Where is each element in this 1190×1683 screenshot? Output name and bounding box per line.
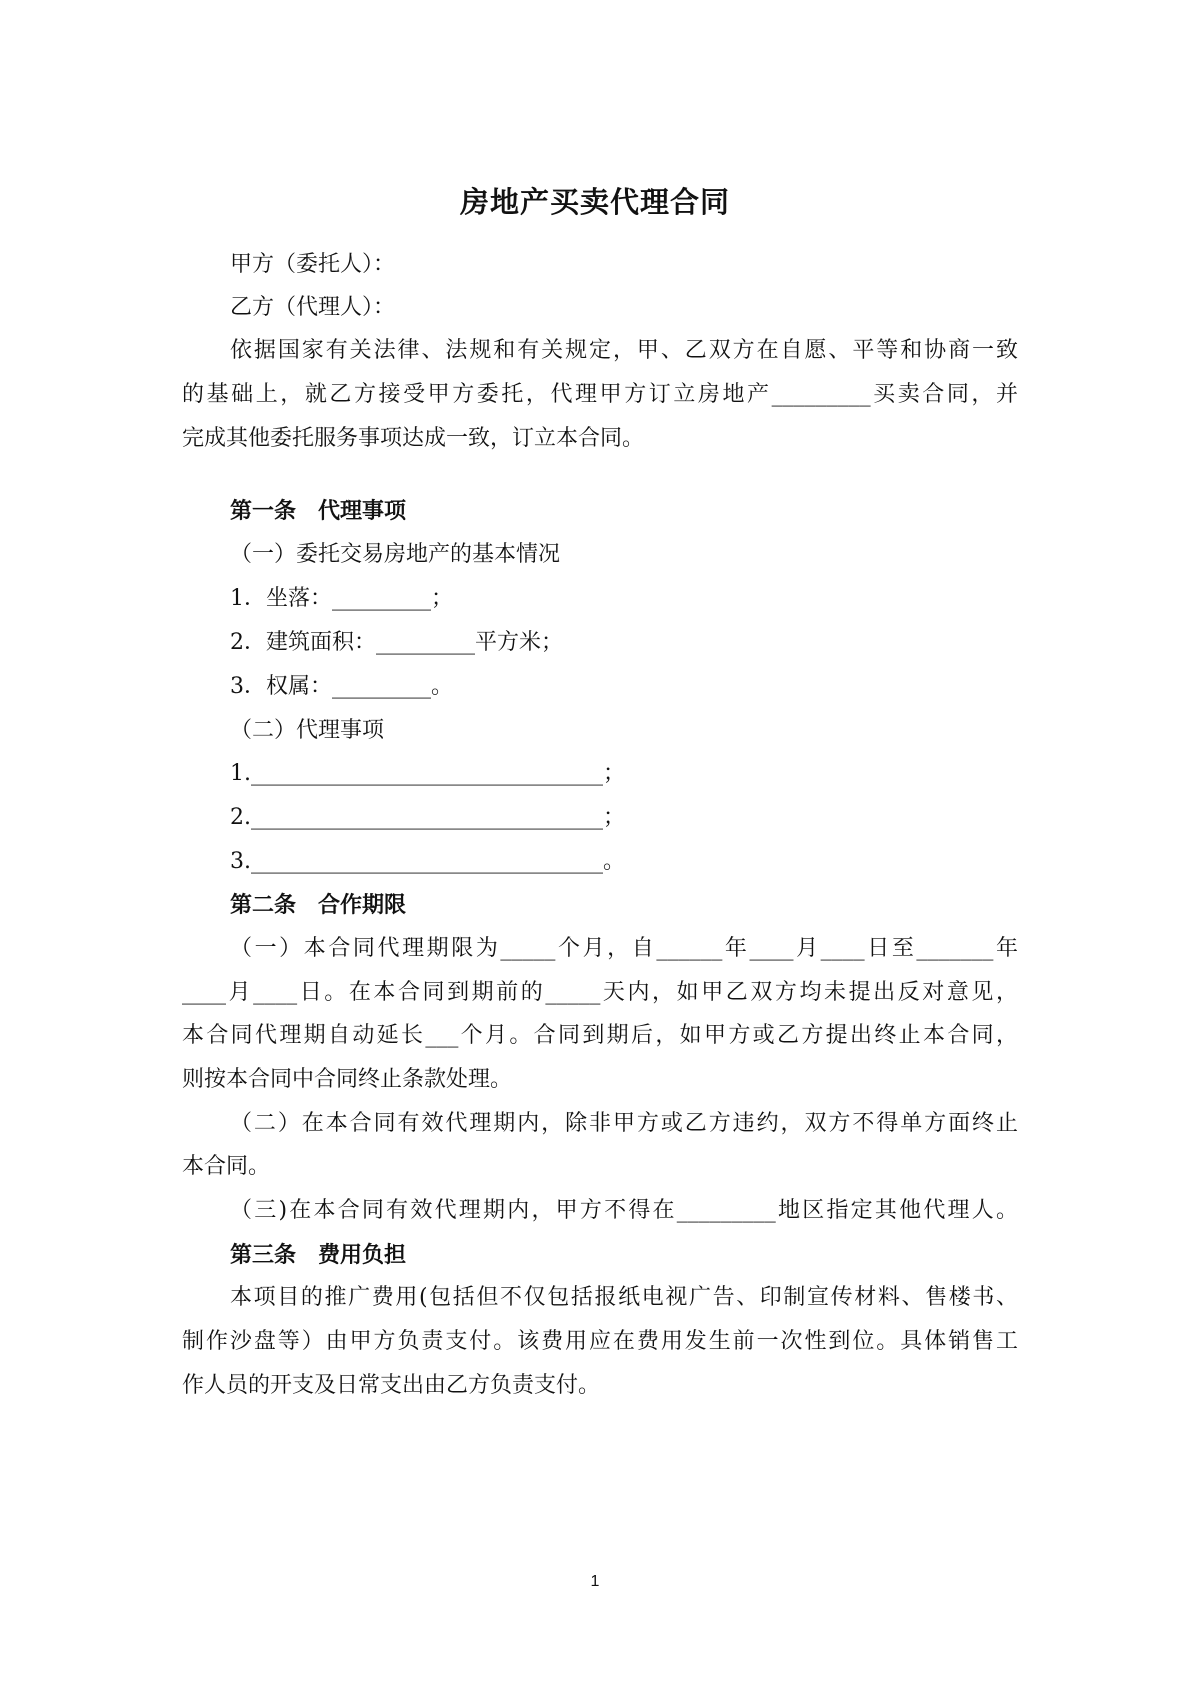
article-1-matter-2: 2.________________________________； [230,805,625,830]
article-1-item-location: 1．坐落：_________； [230,586,453,611]
article-1-matter-3: 3.________________________________。 [230,849,625,874]
article-2-heading: 第二条 合作期限 [230,892,407,918]
preamble-line-2: 的基础上，就乙方接受甲方委托，代理甲方订立房地产_________买卖合同，并 [182,382,1018,407]
document-title: 房地产买卖代理合同 [459,185,730,219]
article-2-para-3: （三)在本合同有效代理期内，甲方不得在_________地区指定其他代理人。 [230,1198,1018,1223]
article-1-matter-1: 1.________________________________； [230,761,625,786]
article-3-heading: 第三条 费用负担 [230,1242,407,1268]
article-1-item-ownership: 3．权属：_________。 [230,674,453,699]
article-2-para-2-line-1: （二）在本合同有效代理期内，除非甲方或乙方违约，双方不得单方面终止 [230,1111,1018,1136]
article-1-subheading-1: （一）委托交易房地产的基本情况 [230,542,561,567]
article-1-heading: 第一条 代理事项 [230,498,407,524]
preamble-line-3: 完成其他委托服务事项达成一致，订立本合同。 [182,426,645,451]
article-2-para-1-line-3: 本合同代理期自动延长___个月。合同到期后，如甲方或乙方提出终止本合同， [182,1023,1018,1048]
article-2-para-1-line-4: 则按本合同中合同终止条款处理。 [182,1067,513,1092]
article-3-para-line-3: 作人员的开支及日常支出由乙方负责支付。 [182,1373,601,1398]
party-b-line: 乙方（代理人）： [230,295,396,320]
page-number: 1 [590,1573,600,1590]
article-1-item-area: 2．建筑面积：_________平方米； [230,630,563,655]
article-2-para-1-line-1: （一）本合同代理期限为_____个月，自______年____月____日至_______年 [230,936,1018,961]
article-3-para-line-1: 本项目的推广费用(包括但不仅包括报纸电视广告、印制宣传材料、售楼书、 [230,1285,1018,1310]
article-2-para-1-line-2: ____月____日。在本合同到期前的_____天内，如甲乙双方均未提出反对意见， [182,980,1018,1005]
article-1-subheading-2: （二）代理事项 [230,718,385,743]
party-a-line: 甲方（委托人）： [230,252,396,277]
article-2-para-2-line-2: 本合同。 [182,1154,271,1179]
article-3-para-line-2: 制作沙盘等）由甲方负责支付。该费用应在费用发生前一次性到位。具体销售工 [182,1329,1018,1354]
preamble-line-1: 依据国家有关法律、法规和有关规定，甲、乙双方在自愿、平等和协商一致 [230,338,1018,363]
